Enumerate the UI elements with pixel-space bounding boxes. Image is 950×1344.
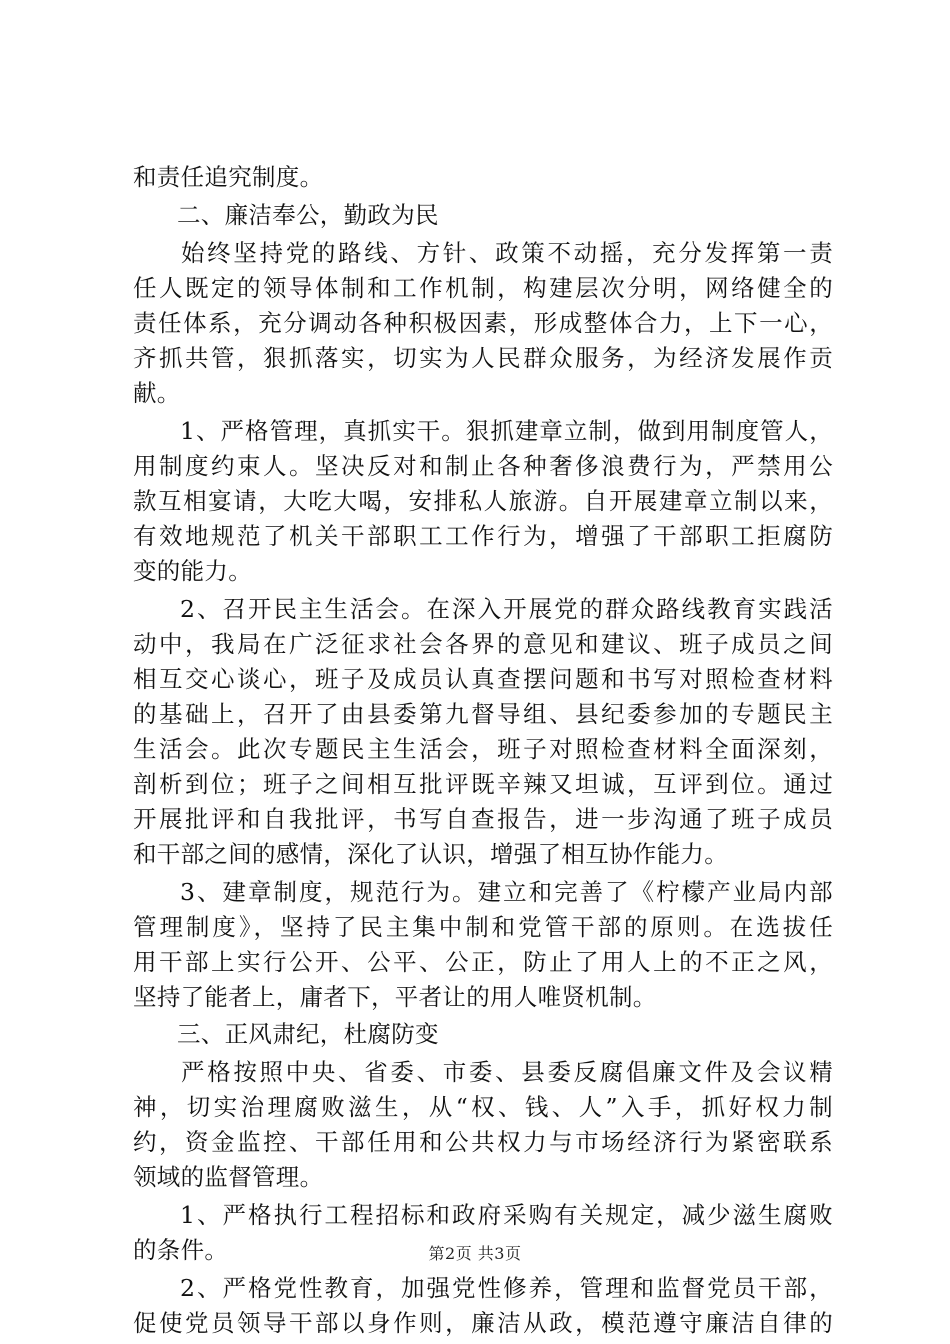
text-line: 2、严格党性教育，加强党性修养，管理和监督党员干部， (180, 1274, 833, 1302)
text-line: 齐抓共管，狠抓落实，切实为人民群众服务，为经济发展作贡 (133, 344, 833, 372)
text-line: 神，切实治理腐败滋生，从“权、钱、人”入手，抓好权力制 (133, 1093, 833, 1121)
text-line: 的基础上，召开了由县委第九督导组、县纪委参加的专题民主 (133, 700, 833, 728)
text-line: 相互交心谈心，班子及成员认真查摆问题和书写对照检查材料 (133, 665, 833, 693)
text-line: 款互相宴请，大吃大喝，安排私人旅游。自开展建章立制以来， (133, 487, 833, 515)
text-line: 和干部之间的感情，深化了认识，增强了相互协作能力。 (133, 840, 728, 868)
text-line: 严格按照中央、省委、市委、县委反腐倡廉文件及会议精 (181, 1058, 833, 1086)
text-line: 责任体系，充分调动各种积极因素，形成整体合力，上下一心， (133, 309, 833, 337)
text-line: 约，资金监控、干部任用和公共权力与市场经济行为紧密联系 (133, 1128, 833, 1156)
text-line: 剖析到位；班子之间相互批评既辛辣又坦诚，互评到位。通过 (133, 770, 833, 798)
text-line: 领域的监督管理。 (133, 1163, 324, 1191)
text-line: 1、严格管理，真抓实干。狠抓建章立制，做到用制度管人， (180, 417, 833, 445)
text-line: 和责任追究制度。 (133, 163, 324, 191)
text-line: 有效地规范了机关干部职工工作行为，增强了干部职工拒腐防 (133, 522, 833, 550)
text-line: 的条件。 (133, 1236, 229, 1264)
text-line: 动中，我局在广泛征求社会各界的意见和建议、班子成员之间 (133, 630, 833, 658)
text-line: 变的能力。 (133, 557, 252, 585)
text-line: 用制度约束人。坚决反对和制止各种奢侈浪费行为，严禁用公 (133, 452, 833, 480)
text-line: 用干部上实行公开、公平、公正，防止了用人上的不正之风， (133, 948, 833, 976)
text-line: 始终坚持党的路线、方针、政策不动摇，充分发挥第一责 (181, 239, 833, 267)
text-line: 坚持了能者上，庸者下，平者让的用人唯贤机制。 (133, 983, 657, 1011)
text-line: 献。 (133, 379, 181, 407)
text-line: 3、建章制度，规范行为。建立和完善了《柠檬产业局内部 (180, 878, 833, 906)
text-line: 促使党员领导干部以身作则，廉洁从政，模范遵守廉洁自律的 (133, 1309, 833, 1337)
text-line: 生活会。此次专题民主生活会，班子对照检查材料全面深刻， (133, 735, 833, 763)
text-line: 管理制度》，坚持了民主集中制和党管干部的原则。在选拔任 (133, 913, 833, 941)
text-line: 二、廉洁奉公，勤政为民 (177, 201, 439, 229)
page-footer: 第2页 共3页 (428, 1244, 522, 1263)
text-line: 任人既定的领导体制和工作机制，构建层次分明，网络健全的 (133, 274, 833, 302)
text-line: 开展批评和自我批评，书写自查报告，进一步沟通了班子成员 (133, 805, 833, 833)
text-line: 1、严格执行工程招标和政府采购有关规定，减少滋生腐败 (180, 1201, 833, 1229)
text-line: 2、召开民主生活会。在深入开展党的群众路线教育实践活 (180, 595, 833, 623)
text-line: 三、正风肃纪，杜腐防变 (177, 1020, 439, 1048)
